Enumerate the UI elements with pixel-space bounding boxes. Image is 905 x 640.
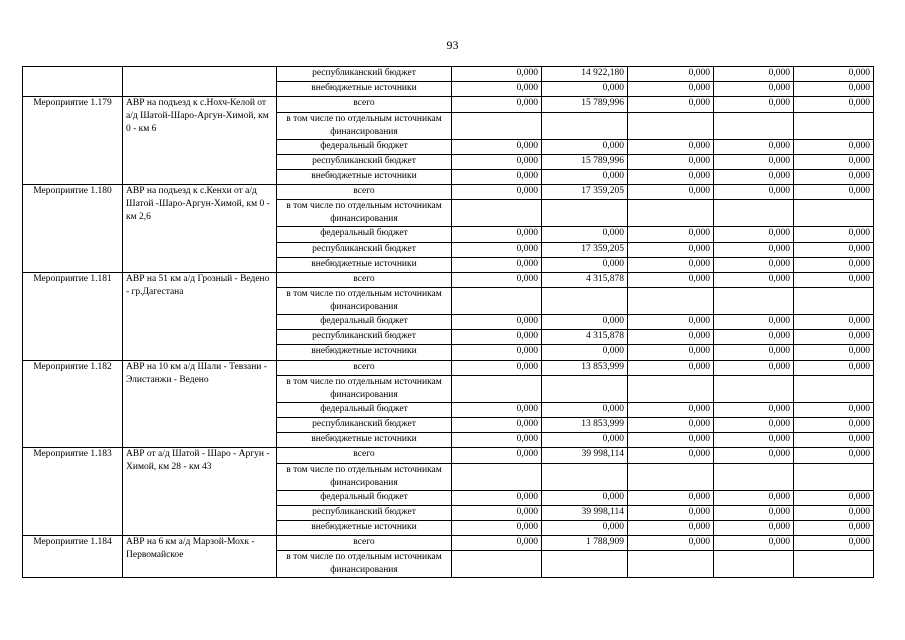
value-cell: 0,000 xyxy=(628,402,714,417)
value-cell: 0,000 xyxy=(794,505,874,520)
value-cell: 1 788,909 xyxy=(542,536,628,551)
source-cell: федеральный бюджет xyxy=(277,139,452,154)
value-cell xyxy=(628,463,714,490)
value-cell xyxy=(542,288,628,315)
value-cell: 0,000 xyxy=(714,418,794,433)
value-cell: 0,000 xyxy=(794,360,874,375)
source-cell: всего xyxy=(277,360,452,375)
value-cell: 0,000 xyxy=(794,139,874,154)
value-cell: 0,000 xyxy=(794,402,874,417)
source-cell: внебюджетные источники xyxy=(277,257,452,272)
value-cell: 0,000 xyxy=(714,272,794,287)
value-cell: 0,000 xyxy=(452,242,542,257)
value-cell: 0,000 xyxy=(714,505,794,520)
value-cell: 0,000 xyxy=(628,536,714,551)
value-cell: 0,000 xyxy=(452,154,542,169)
value-cell xyxy=(714,463,794,490)
value-cell: 0,000 xyxy=(794,82,874,97)
source-cell: внебюджетные источники xyxy=(277,433,452,448)
value-cell: 0,000 xyxy=(628,67,714,82)
value-cell xyxy=(714,551,794,578)
value-cell: 0,000 xyxy=(628,185,714,200)
value-cell: 0,000 xyxy=(628,448,714,463)
value-cell xyxy=(714,288,794,315)
source-cell: в том числе по отдельным источникам финансирования xyxy=(277,551,452,578)
value-cell: 0,000 xyxy=(628,257,714,272)
value-cell: 0,000 xyxy=(714,433,794,448)
value-cell: 0,000 xyxy=(794,315,874,330)
value-cell: 0,000 xyxy=(452,169,542,184)
value-cell: 15 789,996 xyxy=(542,97,628,112)
value-cell: 0,000 xyxy=(794,536,874,551)
value-cell: 0,000 xyxy=(628,360,714,375)
value-cell: 0,000 xyxy=(452,490,542,505)
value-cell: 0,000 xyxy=(794,227,874,242)
value-cell: 0,000 xyxy=(628,315,714,330)
value-cell: 0,000 xyxy=(794,185,874,200)
value-cell: 0,000 xyxy=(714,345,794,360)
value-cell: 0,000 xyxy=(542,520,628,535)
measure-name-cell xyxy=(123,67,277,97)
value-cell: 0,000 xyxy=(452,185,542,200)
value-cell: 0,000 xyxy=(542,139,628,154)
value-cell: 0,000 xyxy=(452,448,542,463)
value-cell: 0,000 xyxy=(542,433,628,448)
value-cell: 0,000 xyxy=(714,97,794,112)
source-cell: в том числе по отдельным источникам финансирования xyxy=(277,200,452,227)
value-cell: 0,000 xyxy=(452,345,542,360)
value-cell: 0,000 xyxy=(452,418,542,433)
value-cell: 0,000 xyxy=(794,345,874,360)
budget-table xyxy=(22,66,874,578)
source-cell: внебюджетные источники xyxy=(277,82,452,97)
value-cell: 0,000 xyxy=(542,490,628,505)
source-cell: республиканский бюджет xyxy=(277,242,452,257)
table-row xyxy=(23,185,874,200)
table-row xyxy=(23,67,874,82)
value-cell: 4 315,878 xyxy=(542,330,628,345)
source-cell: внебюджетные источники xyxy=(277,169,452,184)
source-cell: всего xyxy=(277,97,452,112)
value-cell xyxy=(542,112,628,139)
value-cell xyxy=(452,288,542,315)
value-cell: 17 359,205 xyxy=(542,242,628,257)
value-cell xyxy=(714,375,794,402)
value-cell: 0,000 xyxy=(794,490,874,505)
value-cell: 0,000 xyxy=(542,315,628,330)
source-cell: республиканский бюджет xyxy=(277,505,452,520)
value-cell: 0,000 xyxy=(452,315,542,330)
value-cell: 0,000 xyxy=(452,330,542,345)
value-cell: 0,000 xyxy=(452,97,542,112)
value-cell xyxy=(794,112,874,139)
value-cell: 0,000 xyxy=(452,360,542,375)
value-cell: 0,000 xyxy=(628,242,714,257)
value-cell: 0,000 xyxy=(714,536,794,551)
value-cell xyxy=(542,200,628,227)
value-cell: 0,000 xyxy=(714,520,794,535)
value-cell: 13 853,999 xyxy=(542,418,628,433)
value-cell: 0,000 xyxy=(542,257,628,272)
value-cell: 39 998,114 xyxy=(542,448,628,463)
measure-name: АВР от а/д Шатой - Шаро - Аргун - Химой, км 28 - км 43 xyxy=(123,448,277,536)
measure-code: Мероприятие 1.179 xyxy=(23,97,123,185)
value-cell: 0,000 xyxy=(452,402,542,417)
value-cell: 0,000 xyxy=(794,97,874,112)
value-cell: 0,000 xyxy=(794,169,874,184)
value-cell: 0,000 xyxy=(452,227,542,242)
value-cell xyxy=(794,200,874,227)
value-cell: 0,000 xyxy=(714,315,794,330)
source-cell: всего xyxy=(277,272,452,287)
value-cell xyxy=(628,375,714,402)
value-cell: 0,000 xyxy=(628,433,714,448)
source-cell: в том числе по отдельным источникам финансирования xyxy=(277,112,452,139)
value-cell: 0,000 xyxy=(628,154,714,169)
measure-code: Мероприятие 1.181 xyxy=(23,272,123,360)
value-cell xyxy=(794,463,874,490)
value-cell: 15 789,996 xyxy=(542,154,628,169)
value-cell: 0,000 xyxy=(628,330,714,345)
value-cell: 0,000 xyxy=(714,82,794,97)
value-cell: 0,000 xyxy=(714,402,794,417)
value-cell: 0,000 xyxy=(628,97,714,112)
source-cell: всего xyxy=(277,448,452,463)
table-row xyxy=(23,448,874,463)
value-cell: 0,000 xyxy=(714,154,794,169)
value-cell: 0,000 xyxy=(794,448,874,463)
value-cell: 0,000 xyxy=(714,227,794,242)
value-cell: 0,000 xyxy=(452,257,542,272)
source-cell: республиканский бюджет xyxy=(277,330,452,345)
measure-code-cell xyxy=(23,67,123,97)
value-cell: 0,000 xyxy=(628,272,714,287)
value-cell: 0,000 xyxy=(542,345,628,360)
value-cell xyxy=(794,551,874,578)
value-cell: 0,000 xyxy=(452,139,542,154)
value-cell xyxy=(794,288,874,315)
value-cell: 0,000 xyxy=(628,490,714,505)
value-cell xyxy=(452,112,542,139)
value-cell: 0,000 xyxy=(714,257,794,272)
value-cell: 0,000 xyxy=(452,520,542,535)
value-cell: 0,000 xyxy=(794,257,874,272)
table-row xyxy=(23,360,874,375)
measure-code: Мероприятие 1.183 xyxy=(23,448,123,536)
value-cell: 0,000 xyxy=(542,227,628,242)
source-cell: федеральный бюджет xyxy=(277,490,452,505)
measure-code: Мероприятие 1.184 xyxy=(23,536,123,578)
value-cell xyxy=(452,375,542,402)
value-cell: 0,000 xyxy=(714,490,794,505)
value-cell: 13 853,999 xyxy=(542,360,628,375)
value-cell: 0,000 xyxy=(542,82,628,97)
measure-name: АВР на 51 км а/д Грозный - Ведено - гр.Дагестана xyxy=(123,272,277,360)
value-cell xyxy=(714,200,794,227)
value-cell: 0,000 xyxy=(714,448,794,463)
value-cell: 17 359,205 xyxy=(542,185,628,200)
value-cell: 0,000 xyxy=(794,272,874,287)
value-cell: 0,000 xyxy=(794,242,874,257)
value-cell: 0,000 xyxy=(794,433,874,448)
value-cell: 0,000 xyxy=(628,520,714,535)
source-cell: республиканский бюджет xyxy=(277,154,452,169)
value-cell xyxy=(452,551,542,578)
value-cell: 0,000 xyxy=(628,169,714,184)
value-cell: 0,000 xyxy=(628,418,714,433)
value-cell: 0,000 xyxy=(794,330,874,345)
value-cell: 0,000 xyxy=(628,139,714,154)
source-cell: всего xyxy=(277,185,452,200)
value-cell: 0,000 xyxy=(794,520,874,535)
measure-name: АВР на подъезд к с.Нохч-Келой от а/д Шатой-Шаро-Аргун-Химой, км 0 - км 6 xyxy=(123,97,277,185)
value-cell: 14 922,180 xyxy=(542,67,628,82)
value-cell: 0,000 xyxy=(452,82,542,97)
value-cell xyxy=(628,200,714,227)
source-cell: республиканский бюджет xyxy=(277,67,452,82)
source-cell: в том числе по отдельным источникам финансирования xyxy=(277,375,452,402)
value-cell xyxy=(714,112,794,139)
source-cell: в том числе по отдельным источникам финансирования xyxy=(277,288,452,315)
source-cell: внебюджетные источники xyxy=(277,520,452,535)
value-cell xyxy=(452,200,542,227)
value-cell xyxy=(542,463,628,490)
measure-name: АВР на подъезд к с.Кенхи от а/д Шатой -Шаро-Аргун-Химой, км 0 - км 2,6 xyxy=(123,185,277,273)
page-number: 93 xyxy=(446,38,459,52)
source-cell: внебюджетные источники xyxy=(277,345,452,360)
value-cell xyxy=(628,112,714,139)
value-cell: 0,000 xyxy=(714,360,794,375)
measure-code: Мероприятие 1.180 xyxy=(23,185,123,273)
value-cell xyxy=(794,375,874,402)
value-cell: 0,000 xyxy=(452,272,542,287)
value-cell: 0,000 xyxy=(628,82,714,97)
value-cell: 0,000 xyxy=(452,433,542,448)
value-cell xyxy=(542,375,628,402)
value-cell: 0,000 xyxy=(714,242,794,257)
value-cell: 0,000 xyxy=(714,330,794,345)
value-cell xyxy=(542,551,628,578)
value-cell: 0,000 xyxy=(542,169,628,184)
value-cell: 0,000 xyxy=(452,505,542,520)
value-cell xyxy=(452,463,542,490)
value-cell xyxy=(628,551,714,578)
source-cell: республиканский бюджет xyxy=(277,418,452,433)
value-cell xyxy=(628,288,714,315)
table-row xyxy=(23,272,874,287)
value-cell: 0,000 xyxy=(714,169,794,184)
source-cell: всего xyxy=(277,536,452,551)
value-cell: 0,000 xyxy=(794,154,874,169)
value-cell: 0,000 xyxy=(452,536,542,551)
table-row xyxy=(23,536,874,551)
value-cell: 0,000 xyxy=(628,505,714,520)
value-cell: 0,000 xyxy=(714,139,794,154)
measure-name: АВР на 10 км а/д Шали - Тевзани - Элистанжи - Ведено xyxy=(123,360,277,448)
value-cell: 4 315,878 xyxy=(542,272,628,287)
value-cell: 0,000 xyxy=(542,402,628,417)
value-cell: 0,000 xyxy=(628,345,714,360)
value-cell: 0,000 xyxy=(794,418,874,433)
source-cell: в том числе по отдельным источникам финансирования xyxy=(277,463,452,490)
value-cell: 0,000 xyxy=(794,67,874,82)
source-cell: федеральный бюджет xyxy=(277,315,452,330)
value-cell: 0,000 xyxy=(452,67,542,82)
measure-code: Мероприятие 1.182 xyxy=(23,360,123,448)
value-cell: 0,000 xyxy=(628,227,714,242)
measure-name: АВР на 6 км а/д Марзой-Мохк - Первомайское xyxy=(123,536,277,578)
value-cell: 0,000 xyxy=(714,185,794,200)
source-cell: федеральный бюджет xyxy=(277,227,452,242)
value-cell: 0,000 xyxy=(714,67,794,82)
value-cell: 39 998,114 xyxy=(542,505,628,520)
table-row xyxy=(23,97,874,112)
source-cell: федеральный бюджет xyxy=(277,402,452,417)
